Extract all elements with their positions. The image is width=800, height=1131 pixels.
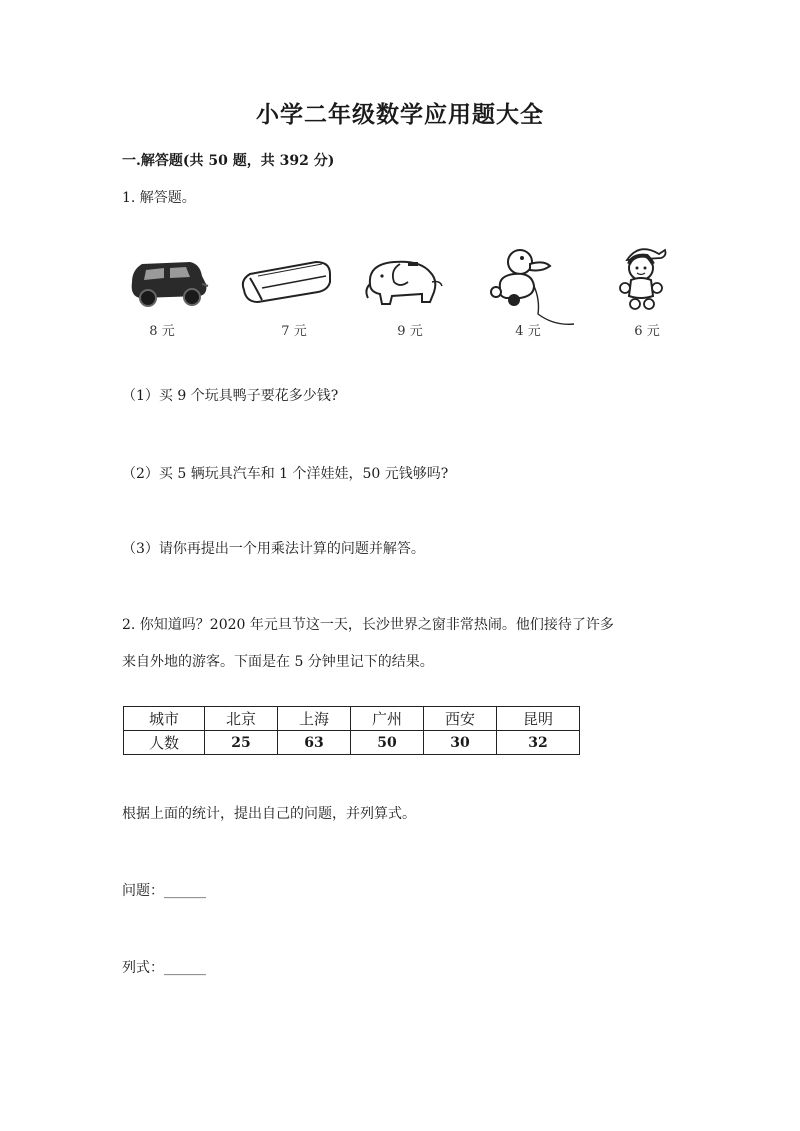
question-answer-field: 问题：______ [122,883,206,899]
q2-line1: 2. 你知道吗？2020 年元旦节这一天，长沙世界之窗非常热闹。他们接待了许多 [122,617,614,633]
toy-doll [593,240,693,350]
toy-pencil-case [238,240,338,350]
toy-price: 6 元 [634,324,660,339]
toy-price: 8 元 [149,324,175,339]
toy-price-row [120,240,680,350]
table-cell: 32 [497,731,580,755]
table-cell: 城市 [124,707,205,731]
visitor-table [123,706,580,755]
formula-answer-field: 列式：______ [122,960,206,976]
toy-price: 9 元 [397,324,423,339]
doll-icon [593,240,693,320]
elephant-icon [360,240,460,320]
toy-duck [480,240,580,350]
toy-price: 4 元 [515,324,541,339]
q1-sub2: （2）买 5 辆玩具汽车和 1 个洋娃娃，50 元钱够吗? [122,466,449,482]
q1-sub1: （1）买 9 个玩具鸭子要花多少钱? [122,388,339,404]
q1-intro: 1. 解答题。 [122,190,196,206]
q1-sub3: （3）请你再提出一个用乘法计算的问题并解答。 [122,541,425,557]
toy-elephant [360,240,460,350]
table-cell: 63 [278,731,351,755]
section-heading: 一.解答题(共 50 题，共 392 分) [122,153,335,169]
page-title: 小学二年级数学应用题大全 [256,101,544,128]
table-cell: 25 [205,731,278,755]
table-row [124,731,580,755]
table-cell: 西安 [424,707,497,731]
car-icon [120,240,220,320]
pencil-case-icon [238,240,338,320]
table-cell: 北京 [205,707,278,731]
table-cell: 广州 [351,707,424,731]
table-cell: 50 [351,731,424,755]
q2-prompt: 根据上面的统计，提出自己的问题，并列算式。 [122,806,416,822]
toy-price: 7 元 [281,324,307,339]
table-cell: 昆明 [497,707,580,731]
q2-line2: 来自外地的游客。下面是在 5 分钟里记下的结果。 [122,654,434,670]
table-header-row [124,707,580,731]
table-cell: 30 [424,731,497,755]
table-cell: 上海 [278,707,351,731]
table-cell: 人数 [124,731,205,755]
toy-car [120,240,220,350]
